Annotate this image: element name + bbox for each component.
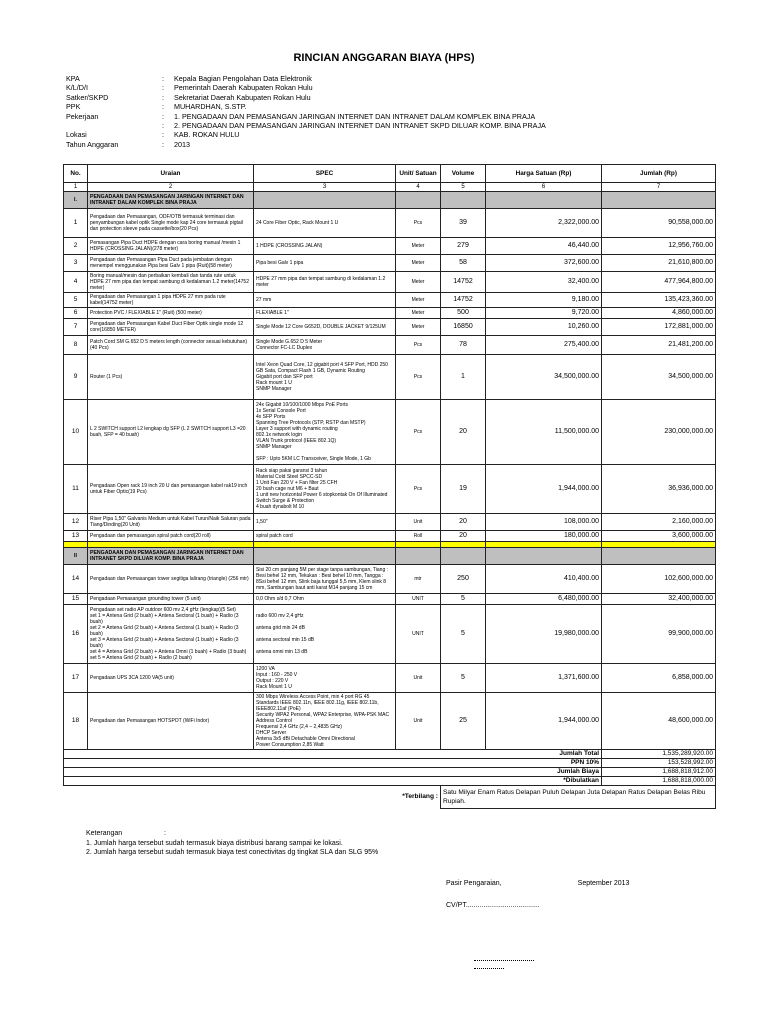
table-row — [64, 693, 716, 750]
table-row — [64, 355, 716, 400]
meta-colon: : — [162, 102, 164, 112]
row-description: Pengadaan dan Pemasangan Pipa Duct pada jembatan dengan menempel menggunakan Pipa besi Galv 1 pipa (Ruit)(58 meter) — [88, 255, 254, 272]
signature-place-date — [446, 880, 629, 887]
table-row — [64, 293, 716, 308]
row-unit-price: 410,400.00 — [486, 565, 602, 594]
signature-date: September 2013 — [577, 880, 630, 887]
note-item: 2. Jumlah harga tersebut sudah termasuk biaya test conectivitas dg tingkat SLA dan SLG 95% — [86, 849, 379, 856]
column-header: Volume — [441, 165, 486, 183]
total-value: 1,688,818,912.00 — [602, 768, 716, 777]
row-spec: Single Mode G.652 D 5 Meter Connector FC-LC Duplex — [254, 336, 396, 355]
row-description: Boring manual/mesin dan perbaikan kembali dan tanda rute untuk HDPE 27 mm pipa dan tempat sambung di kedalaman 1.2 meter(14752 meter) — [88, 272, 254, 293]
notes — [86, 829, 378, 858]
column-number: 6 — [486, 183, 602, 192]
row-spec: 24x Gigabit 10/100/1000 Mbps PoE Ports 1x Serial Console Port 4x SFP Ports Spanning Tree Protocols (STP, RSTP dan MSTP) Layer 3 support with dynamic routing 802.1x network login VLAN Trunk protocol (IEEE 802.1Q) SNMP Manager SFP : Upto 5KM LC Transceiver, Single Mode, 1 Gb — [254, 400, 396, 465]
column-number: 2 — [88, 183, 254, 192]
row-description: Router (1 Pcs) — [88, 355, 254, 400]
row-number: 16 — [64, 605, 88, 664]
total-label: PPN 10% — [64, 759, 602, 768]
section-title: PENGADAAN DAN PEMASANGAN JARINGAN INTERNET DAN INTRANET SKPD DILUAR KOMP. BINA PRAJA — [88, 548, 254, 565]
column-header: SPEC — [254, 165, 396, 183]
row-spec: radio 600 mv 2,4 gHz antena grid min 24 dB antena sectoral min 15 dB antena omni min 13 dB — [254, 605, 396, 664]
section-number: II — [64, 548, 88, 565]
row-volume: 58 — [441, 255, 486, 272]
row-description: Patch Cord SM G.652 D 5 meters length (connector sesuai kebutuhan)(40 Pcs) — [88, 336, 254, 355]
meta-row — [66, 83, 546, 92]
row-number: 6 — [64, 308, 88, 319]
signature-company: CV/PT...................................... — [446, 902, 540, 909]
terbilang-label: *Terbilang : — [402, 793, 438, 801]
column-header: Jumlah (Rp) — [602, 165, 716, 183]
meta-colon: : — [162, 139, 164, 149]
budget-table — [63, 164, 716, 809]
row-unit-price: 1,371,600.00 — [486, 664, 602, 693]
total-row — [64, 759, 716, 768]
row-spec: Intel Xeon Quad Core, 12 gigabit port 4 SFP Port, HDD 250 GB Sata, Compact Flash 1 GB, Dynamic Routing Gigabit port dan SFP port Rack mount 1 U SNMP Manager — [254, 355, 396, 400]
page-title: RINCIAN ANGGARAN BIAYA (HPS) — [293, 52, 475, 64]
meta-row — [66, 130, 546, 139]
row-unit: Pcs — [396, 336, 441, 355]
notes-heading: Keterangan — [86, 830, 123, 837]
section-number: I. — [64, 192, 88, 209]
row-unit-price: 9,720.00 — [486, 308, 602, 319]
meta-row — [66, 140, 546, 149]
row-spec: FLEXIABLE 1" — [254, 308, 396, 319]
row-spec: 0,0 Ohm s/d 0,7 Ohm — [254, 594, 396, 605]
meta-key: Lokasi — [66, 130, 87, 140]
meta-row — [66, 74, 546, 83]
row-number: 14 — [64, 565, 88, 594]
row-total: 230,000,000.00 — [602, 400, 716, 465]
row-unit: Pcs — [396, 209, 441, 238]
empty-cell — [254, 548, 396, 565]
row-unit-price: 372,600.00 — [486, 255, 602, 272]
row-total: 32,400,000.00 — [602, 594, 716, 605]
meta-value: Kepala Bagian Pengolahan Data Elektronik — [174, 74, 312, 83]
meta-key: PPK — [66, 102, 81, 112]
row-unit-price: 34,500,000.00 — [486, 355, 602, 400]
column-number: 7 — [602, 183, 716, 192]
row-unit-price: 10,260.00 — [486, 319, 602, 336]
total-value: 1,535,289,920.00 — [602, 750, 716, 759]
row-description: Riser Pipa 1,50" Galvanis Medium untuk Kabel Turun/Naik Saluran pada Tiang/Dinding(20 Unit) — [88, 514, 254, 531]
row-unit-price: 46,440.00 — [486, 238, 602, 255]
row-description: Pengadaan dan Pemasangan Kabel Duct Fiber Optik single mode 12 core(16850 METER) — [88, 319, 254, 336]
total-row — [64, 750, 716, 759]
row-volume: 5 — [441, 664, 486, 693]
table-row — [64, 514, 716, 531]
row-description: Pengadaan Open rack 19 inch 20 U dan pemasangan kabel rak19 inch untuk Fiber Optic(19 Pcs) — [88, 465, 254, 514]
row-total: 34,500,000.00 — [602, 355, 716, 400]
row-volume: 1 — [441, 355, 486, 400]
row-spec: 24 Core Fiber Optic, Rack Mount 1 U — [254, 209, 396, 238]
row-volume: 20 — [441, 514, 486, 531]
document-meta — [66, 74, 546, 149]
row-number: 7 — [64, 319, 88, 336]
row-number: 17 — [64, 664, 88, 693]
meta-key: Tahun Anggaran — [66, 139, 119, 149]
row-unit-price: 2,322,000.00 — [486, 209, 602, 238]
empty-cell — [602, 548, 716, 565]
section-row — [64, 548, 716, 565]
row-volume: 250 — [441, 565, 486, 594]
meta-value: Pemerintah Daerah Kabupaten Rokan Hulu — [174, 83, 313, 93]
total-label: Jumlah Total — [64, 750, 602, 759]
row-volume: 25 — [441, 693, 486, 750]
row-volume: 5 — [441, 594, 486, 605]
row-total: 99,900,000.00 — [602, 605, 716, 664]
row-total: 12,956,760.00 — [602, 238, 716, 255]
row-unit-price: 6,480,000.00 — [486, 594, 602, 605]
table-row — [64, 594, 716, 605]
terbilang-text: Satu Milyar Enam Ratus Delapan Puluh Delapan Juta Delapan Ratus Delapan Belas Ribu Rupiah. — [441, 786, 716, 809]
row-unit: Roll — [396, 531, 441, 542]
meta-value: KAB. ROKAN HULU — [174, 130, 240, 140]
row-spec: Rack siap pakai garansi 3 tahun Material Cold Steel SPCC-SD 1 Unit Fan 220 V + Fan filter 25 CFH 20 bush cage nut M6 + Baut 1 unit new horizontal Power 6 stopkontak On Of Illuminated Switch Surge & Protection 4 buah dynabolt M 10 — [254, 465, 396, 514]
table-row — [64, 400, 716, 465]
row-volume: 16850 — [441, 319, 486, 336]
row-unit: Meter — [396, 272, 441, 293]
row-description: L 2 SWITCH support L2 lengkap dg SFP (L 2 SWITCH support L3 =20 buah, SFP = 40 buah) — [88, 400, 254, 465]
row-unit: UNIT — [396, 605, 441, 664]
row-number: 2 — [64, 238, 88, 255]
row-unit: Unit — [396, 664, 441, 693]
table-row — [64, 336, 716, 355]
row-unit: Unit — [396, 514, 441, 531]
table-row — [64, 531, 716, 542]
total-label: Jumlah Biaya — [64, 768, 602, 777]
meta-key — [66, 121, 162, 130]
total-row — [64, 768, 716, 777]
table-row — [64, 565, 716, 594]
total-value: 1,688,818,000.00 — [602, 777, 716, 786]
meta-row — [66, 93, 546, 102]
row-spec: 27 mm — [254, 293, 396, 308]
row-volume: 14752 — [441, 293, 486, 308]
row-number: 8 — [64, 336, 88, 355]
row-total: 102,600,000.00 — [602, 565, 716, 594]
row-spec: Sisi 20 cm panjang 5M per stage tanpa sambungan, Tiang : Besi behel 12 mm, Tekukan : Besi behel 10 mm, Tangga : 8Ssi behel 12 mm, Slink baja tunggal 5,5 mm, Klem slink 8 mm, Sambungan baut anti karat M14 panjang 15 cm — [254, 565, 396, 594]
note-item: 1. Jumlah harga tersebut sudah termasuk biaya distribusi barang sampai ke lokasi. — [86, 839, 343, 847]
row-unit: Pcs — [396, 465, 441, 514]
row-unit-price: 32,400.00 — [486, 272, 602, 293]
notes-colon: : — [164, 830, 166, 837]
row-unit: Unit — [396, 693, 441, 750]
row-volume: 5 — [441, 605, 486, 664]
signature-place: Pasir Pengaraian, — [446, 880, 502, 887]
empty-cell — [396, 192, 441, 209]
section-title: PENGADAAN DAN PEMASANGAN JARINGAN INTERNET DAN INTRANET DALAM KOMPLEK BINA PRAJA — [88, 192, 254, 209]
row-total: 21,481,200.00 — [602, 336, 716, 355]
meta-colon: : — [162, 121, 164, 131]
table-header-row — [64, 165, 716, 183]
meta-row — [66, 112, 546, 121]
meta-value: Sekretariat Daerah Kabupaten Rokan Hulu — [174, 92, 311, 102]
row-unit: Meter — [396, 238, 441, 255]
meta-key: Pekerjaan — [66, 111, 99, 121]
row-total: 90,558,000.00 — [602, 209, 716, 238]
total-value: 153,528,992.00 — [602, 759, 716, 768]
meta-colon: : — [162, 92, 164, 102]
row-total: 21,610,800.00 — [602, 255, 716, 272]
meta-colon: : — [162, 83, 164, 93]
row-unit: Meter — [396, 319, 441, 336]
signature-line — [474, 960, 534, 961]
empty-cell — [441, 192, 486, 209]
row-spec: 1,50" — [254, 514, 396, 531]
row-volume: 14752 — [441, 272, 486, 293]
row-unit: mtr — [396, 565, 441, 594]
meta-key: KPA — [66, 74, 80, 83]
meta-colon: : — [162, 111, 164, 121]
section-row — [64, 192, 716, 209]
column-header: Harga Satuan (Rp) — [486, 165, 602, 183]
meta-value: 2013 — [174, 139, 190, 149]
column-number: 4 — [396, 183, 441, 192]
row-unit: Meter — [396, 308, 441, 319]
table-row — [64, 605, 716, 664]
empty-cell — [602, 192, 716, 209]
row-unit-price: 1,944,000.00 — [486, 465, 602, 514]
row-total: 36,936,000.00 — [602, 465, 716, 514]
row-description: Pengadaan dan Pemasangan, ODF/OTB termasuk terminasi dan penyambungan kabel optik Single mode kap 24 core termasuk pigtail dan protection sleeve pada cassette/box(20 Pcs) — [88, 209, 254, 238]
row-number: 3 — [64, 255, 88, 272]
row-total: 172,881,000.00 — [602, 319, 716, 336]
empty-cell — [254, 192, 396, 209]
row-unit-price: 108,000.00 — [486, 514, 602, 531]
row-number: 15 — [64, 594, 88, 605]
column-header: Uraian — [88, 165, 254, 183]
meta-value: 2. PENGADAAN DAN PEMASANGAN JARINGAN INTERNET DAN INTRANET SKPD DILUAR KOMP. BINA PRAJA — [174, 121, 546, 131]
row-unit: Meter — [396, 293, 441, 308]
row-spec: Single Mode 12 Core G652D, DOUBLE JACKET 9/125UM — [254, 319, 396, 336]
row-unit-price: 9,180.00 — [486, 293, 602, 308]
row-unit: Pcs — [396, 355, 441, 400]
row-description: Pengadaan set radio AP outdoor 600 mv 2,4 gHz (lengkap)(5 Set) set 1 = Antena Grid (2 buah) + Antena Sectoral (1 buah) + Radio (3 buah) set 2 = Antena Grid (2 buah) + Antena Sectoral (1 buah) + Radio (3 buah) set 3 = Antena Grid (2 buah) + Antena Sectoral (1 buah) + Radio (3 buah) set 4 = Antena Grid (2 buah) + Antena Omni (1 buah) + Radio (3 buah) set 5 = Antena Grid (2 buah) + Radio (2 buah) — [88, 605, 254, 664]
row-unit-price: 1,944,000.00 — [486, 693, 602, 750]
meta-key: K/L/D/I — [66, 83, 88, 93]
row-spec: Pipa besi Galv 1 pipa — [254, 255, 396, 272]
table-row — [64, 272, 716, 293]
row-number: 4 — [64, 272, 88, 293]
row-description: Pengadaan dan Pemasangan 1 pipa HDPE 27 mm pada rute kabel(14752 meter) — [88, 293, 254, 308]
signature-line — [474, 968, 504, 969]
row-volume: 78 — [441, 336, 486, 355]
row-description: Pengadaan dan Pemasangan HOTSPOT (WiFi Indor) — [88, 693, 254, 750]
row-spec: spiral patch cord — [254, 531, 396, 542]
empty-cell — [441, 548, 486, 565]
row-total: 48,600,000.00 — [602, 693, 716, 750]
row-description: Pemasangan Pipa Duct HDPE dengan cara boring manual /mesin 1 HDPE (CROSSING JALAN)(278 meter) — [88, 238, 254, 255]
row-unit-price: 180,000.00 — [486, 531, 602, 542]
column-header: Unit/ Satuan — [396, 165, 441, 183]
row-unit-price: 19,980,000.00 — [486, 605, 602, 664]
row-total: 3,600,000.00 — [602, 531, 716, 542]
row-description: Pengadaan dan pemasangan spiral patch cord(20 roll) — [88, 531, 254, 542]
table-row — [64, 209, 716, 238]
row-volume: 20 — [441, 400, 486, 465]
row-description: Pengadaan Pemasangan grounding tower (5 unit) — [88, 594, 254, 605]
row-number: 12 — [64, 514, 88, 531]
table-row — [64, 465, 716, 514]
row-volume: 500 — [441, 308, 486, 319]
table-row — [64, 238, 716, 255]
row-volume: 279 — [441, 238, 486, 255]
row-description: Pengadaan dan Pemasangan tower segitiga lalirang (triangle) (256 mtr) — [88, 565, 254, 594]
row-unit: UNIT — [396, 594, 441, 605]
meta-row — [66, 102, 546, 111]
row-number: 11 — [64, 465, 88, 514]
table-row — [64, 255, 716, 272]
row-unit: Pcs — [396, 400, 441, 465]
meta-row — [66, 121, 546, 130]
row-unit-price: 11,500,000.00 — [486, 400, 602, 465]
row-unit: Meter — [396, 255, 441, 272]
empty-cell — [486, 548, 602, 565]
total-label: *Dibulatkan — [64, 777, 602, 786]
row-total: 135,423,360.00 — [602, 293, 716, 308]
row-total: 2,160,000.00 — [602, 514, 716, 531]
row-volume: 19 — [441, 465, 486, 514]
row-number: 5 — [64, 293, 88, 308]
row-spec: 1200 VA Input : 160 - 250 V Output : 220 V Rack Mount 1 U — [254, 664, 396, 693]
column-number: 5 — [441, 183, 486, 192]
column-number: 3 — [254, 183, 396, 192]
row-total: 4,860,000.00 — [602, 308, 716, 319]
row-number: 18 — [64, 693, 88, 750]
row-unit-price: 275,400.00 — [486, 336, 602, 355]
total-row — [64, 777, 716, 786]
table-row — [64, 319, 716, 336]
row-volume: 20 — [441, 531, 486, 542]
terbilang-row — [64, 786, 716, 809]
column-number: 1 — [64, 183, 88, 192]
meta-value: MUHARDHAN, S.STP. — [174, 102, 247, 112]
row-description: Protection PVC / FLEXIABLE 1" (Ruit) (500 meter) — [88, 308, 254, 319]
row-spec: 300 Mbps Wireless Access Point, min 4 port RG 45 Standards IEEE 802.11n, IEEE 802.11g, IEEE 802.11b, IEEE802.11af (PoE) Security WPA2 Personal, WPA2 Enterprise, WPA-PSK MAC Address Control Frequensi 2,4 GHz (2,4 – 2,4835 GHz) DHCP Server Antena 3x5 dBi Detachable Omni Directional Power Consumption 2,85 Watt — [254, 693, 396, 750]
empty-cell — [396, 548, 441, 565]
row-number: 9 — [64, 355, 88, 400]
row-description: Pengadaan UPS 3CA 1200 VA(5 unit) — [88, 664, 254, 693]
row-spec: 1 HDPE (CROSSING JALAN) — [254, 238, 396, 255]
empty-cell — [486, 192, 602, 209]
row-volume: 39 — [441, 209, 486, 238]
table-row — [64, 664, 716, 693]
row-number: 1 — [64, 209, 88, 238]
column-number-row — [64, 183, 716, 192]
meta-colon: : — [162, 74, 164, 83]
meta-value: 1. PENGADAAN DAN PEMASANGAN JARINGAN INTERNET DAN INTRANET DALAM KOMPLEK BINA PRAJA — [174, 111, 536, 121]
row-number: 10 — [64, 400, 88, 465]
column-header: No. — [64, 165, 88, 183]
meta-colon: : — [162, 130, 164, 140]
row-total: 6,858,000.00 — [602, 664, 716, 693]
row-spec: HDPE 27 mm pipa dan tempat sambung di kedalaman 1.2 meter — [254, 272, 396, 293]
table-row — [64, 308, 716, 319]
row-total: 477,964,800.00 — [602, 272, 716, 293]
meta-key: Satker/SKPD — [66, 92, 109, 102]
row-number: 13 — [64, 531, 88, 542]
